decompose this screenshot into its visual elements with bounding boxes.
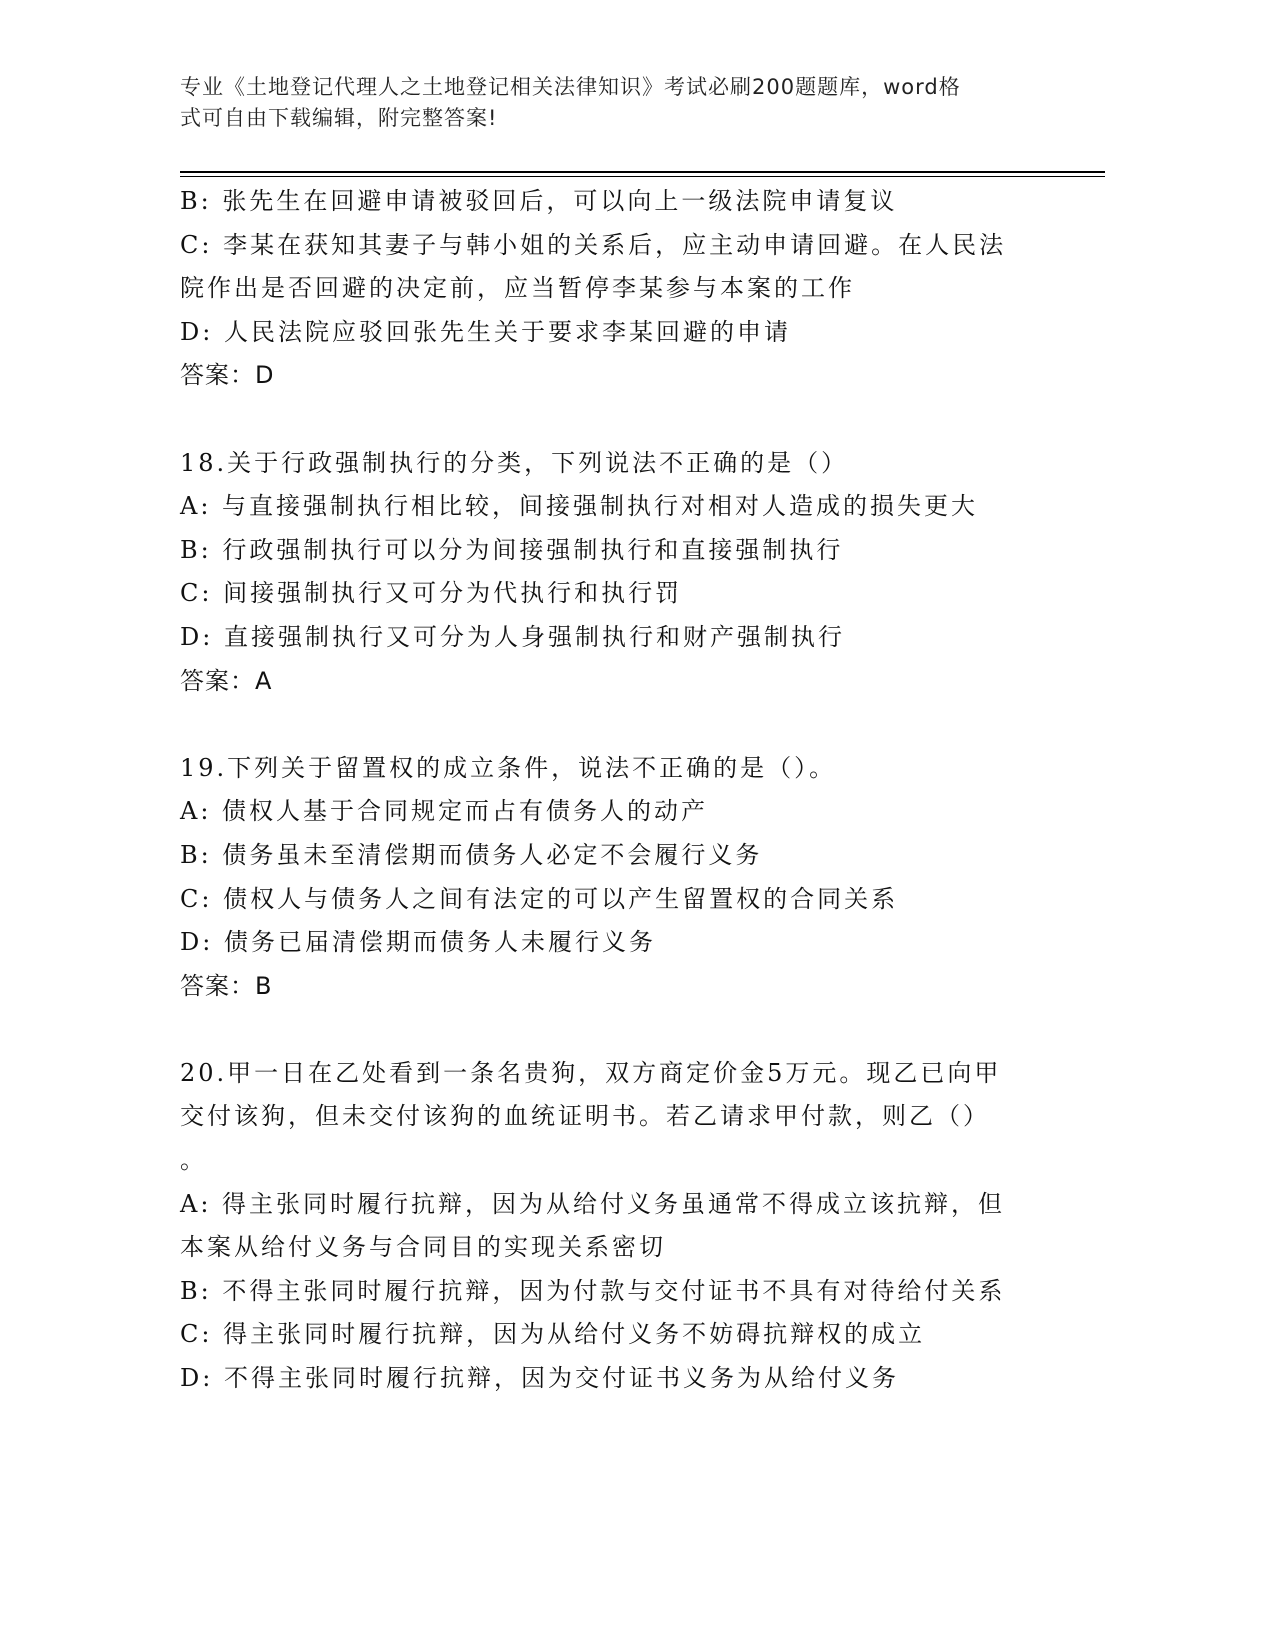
option-d: D: 人民法院应驳回张先生关于要求李某回避的申请 <box>180 317 791 346</box>
question-stem-end: 。 <box>180 1146 207 1175</box>
option-c: C: 债权人与债务人之间有法定的可以产生留置权的合同关系 <box>180 884 899 913</box>
header-line: 式可自由下载编辑，附完整答案! <box>180 106 498 130</box>
option-b: B: 行政强制执行可以分为间接强制执行和直接强制执行 <box>180 535 844 564</box>
question-stem: 19.下列关于留置权的成立条件，说法不正确的是（）。 <box>180 753 837 782</box>
option-b: B: 不得主张同时履行抗辩，因为付款与交付证书不具有对待给付关系 <box>180 1276 1006 1305</box>
question-stem: 20.甲一日在乙处看到一条名贵狗，双方商定价金5万元。现乙已向甲 <box>180 1058 1002 1087</box>
answer: 答案：A <box>180 666 273 695</box>
option-b: B: 张先生在回避申请被驳回后，可以向上一级法院申请复议 <box>180 187 898 215</box>
option-a: A: 与直接强制执行相比较，间接强制执行对相对人造成的损失更大 <box>180 492 979 521</box>
question-stem-cont: 交付该狗，但未交付该狗的血统证明书。若乙请求甲付款，则乙（） <box>180 1102 990 1131</box>
option-c: C: 间接强制执行又可分为代执行和执行罚 <box>180 579 683 608</box>
option-d: D: 债务已届清偿期而债务人未履行义务 <box>180 928 656 957</box>
option-b: B: 债务虽未至清偿期而债务人必定不会履行义务 <box>180 840 763 869</box>
question-list <box>180 180 1080 1401</box>
option-a-cont: 本案从给付义务与合同目的实现关系密切 <box>180 1233 666 1262</box>
document-header <box>180 72 1040 134</box>
header-divider <box>180 171 1105 173</box>
header-line: 专业《土地登记代理人之土地登记相关法律知识》考试必刷200题题库，word格 <box>180 75 961 99</box>
answer: 答案：D <box>180 361 275 390</box>
question-17-tail <box>180 180 1080 398</box>
header-divider-thin <box>180 176 1105 177</box>
option-d: D: 不得主张同时履行抗辩，因为交付证书义务为从给付义务 <box>180 1364 899 1393</box>
question-20 <box>180 1052 1080 1401</box>
question-19 <box>180 747 1080 1009</box>
answer: 答案：B <box>180 971 273 1000</box>
question-stem: 18.关于行政强制执行的分类，下列说法不正确的是（） <box>180 448 849 477</box>
option-c: C: 李某在获知其妻子与韩小姐的关系后，应主动申请回避。在人民法 <box>180 230 1007 259</box>
option-d: D: 直接强制执行又可分为人身强制执行和财产强制执行 <box>180 622 845 651</box>
option-c-cont: 院作出是否回避的决定前，应当暂停李某参与本案的工作 <box>180 274 855 303</box>
option-c: C: 得主张同时履行抗辩，因为从给付义务不妨碍抗辩权的成立 <box>180 1320 926 1349</box>
question-18 <box>180 442 1080 704</box>
option-a: A: 债权人基于合同规定而占有债务人的动产 <box>180 797 709 826</box>
option-a: A: 得主张同时履行抗辩，因为从给付义务虽通常不得成立该抗辩，但 <box>180 1189 1006 1218</box>
